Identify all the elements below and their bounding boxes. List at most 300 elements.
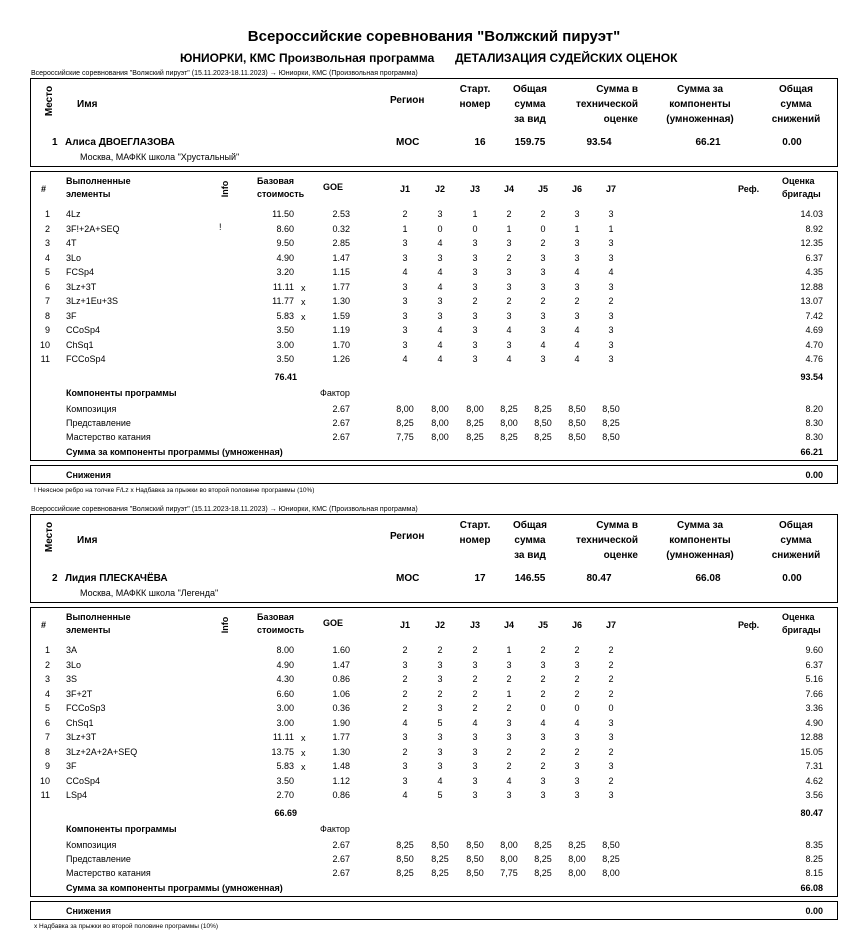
judge-score: 3	[437, 674, 443, 684]
judge-score: 0	[540, 703, 546, 713]
element-base-value: 3.20	[276, 267, 294, 277]
element-code: 3Lz+3T	[66, 732, 97, 742]
goe-header: GOE	[323, 182, 344, 192]
judge-score: 4	[402, 717, 408, 728]
judge-score: 3	[402, 296, 408, 306]
element-number: 5	[44, 267, 50, 277]
place-label: Место	[44, 521, 55, 553]
element-bonus-mark: x	[301, 311, 306, 322]
judge-score: 3	[574, 775, 580, 786]
element-goe: 2.85	[332, 238, 350, 248]
judge-score: 3	[574, 659, 580, 670]
element-base-value: 11.11	[272, 281, 294, 292]
component-judge-score: 8,25	[500, 432, 518, 443]
element-base-value: 5.83	[276, 310, 294, 321]
component-judge-score: 8,25	[466, 418, 484, 429]
deductions-label: снижений	[771, 114, 821, 125]
judge-score: 3	[540, 659, 546, 670]
judge-header-1: J1	[399, 620, 410, 630]
judge-score: 4	[506, 325, 512, 335]
element-goe: 1.47	[332, 659, 350, 670]
judge-header-4: J4	[503, 620, 514, 630]
total-segment-label: за вид	[514, 114, 546, 125]
component-judge-score: 8,00	[500, 418, 518, 429]
judge-score: 3	[574, 209, 580, 219]
judge-score: 0	[437, 223, 443, 234]
judge-score: 3	[402, 238, 408, 248]
judge-score: 2	[402, 746, 408, 757]
element-code: 3Lo	[66, 252, 82, 263]
element-code: CCoSp4	[66, 775, 101, 786]
component-judge-score: 8,50	[602, 404, 620, 414]
component-panel-score: 8.15	[805, 868, 823, 879]
base-value-header: стоимость	[257, 189, 305, 199]
element-base-value: 3.00	[276, 339, 294, 350]
element-base-value: 8.60	[276, 223, 294, 234]
component-judge-score: 7,75	[396, 432, 414, 443]
element-goe: 0.86	[332, 790, 350, 800]
element-code: 3F	[66, 761, 77, 771]
judge-score: 3	[506, 790, 512, 800]
element-base-value: 3.00	[276, 717, 294, 728]
component-panel-score: 8.35	[805, 840, 823, 850]
table-row	[0, 282, 868, 296]
judge-score: 2	[437, 688, 443, 699]
judge-score: 3	[540, 790, 546, 800]
element-number: 7	[44, 296, 50, 306]
judge-score: 2	[506, 674, 512, 684]
judge-score: 2	[540, 238, 546, 248]
judge-score: 2	[540, 746, 546, 757]
judge-score: 2	[608, 674, 614, 684]
judge-score: 3	[506, 717, 512, 728]
judge-score: 2	[608, 775, 614, 786]
element-base-value: 2.70	[276, 790, 294, 800]
component-judge-score: 8,25	[466, 432, 484, 443]
element-code: 3A	[66, 645, 78, 655]
judge-score: 2	[402, 674, 408, 684]
component-name: Композиция	[66, 840, 117, 850]
element-code: 4Lz	[66, 209, 81, 219]
total-segment-label: за вид	[514, 550, 546, 561]
component-row	[0, 854, 868, 868]
rank: 1	[52, 137, 58, 148]
component-judge-score: 8,00	[396, 404, 414, 414]
panel-score-header: бригады	[782, 189, 821, 199]
base-value-header: Базовая	[257, 612, 295, 622]
element-code: 3F	[66, 310, 77, 321]
element-number: 3	[44, 674, 50, 684]
component-judge-score: 7,75	[500, 868, 518, 879]
element-code: 3F!+2A+SEQ	[66, 223, 120, 234]
component-factor: 2.67	[332, 432, 350, 443]
judge-score: 2	[472, 688, 478, 699]
table-row	[0, 747, 868, 761]
skater-start-number: 17	[474, 573, 486, 584]
component-judge-score: 8,00	[568, 854, 586, 865]
judge-header-6: J6	[571, 620, 582, 630]
judge-score: 2	[608, 688, 614, 699]
skater-pcs: 66.08	[695, 573, 721, 584]
component-row	[0, 404, 868, 418]
judge-score: 3	[472, 761, 478, 771]
pcs-label: (умноженная)	[666, 114, 734, 125]
element-goe: 1.60	[332, 645, 350, 655]
page-subtitle-left: ЮНИОРКИ, КМС Произвольная программа	[180, 51, 435, 65]
judge-score: 3	[608, 761, 614, 771]
component-factor: 2.67	[332, 854, 350, 865]
table-row	[0, 790, 868, 804]
element-code: LSp4	[66, 790, 88, 800]
component-judge-score: 8,25	[396, 418, 414, 429]
component-judge-score: 8,50	[568, 404, 586, 414]
component-row	[0, 418, 868, 432]
component-name: Композиция	[66, 404, 117, 414]
judge-score: 2	[574, 296, 580, 306]
judge-score: 3	[472, 732, 478, 742]
element-goe: 1.26	[332, 354, 350, 364]
skater-pcs: 66.21	[695, 137, 721, 148]
element-number: 10	[39, 339, 50, 350]
component-judge-score: 8,25	[534, 404, 552, 414]
total-segment-label: Общая	[513, 84, 547, 95]
element-number: 1	[44, 209, 50, 219]
element-number: 4	[44, 252, 50, 263]
judge-score: 2	[540, 209, 546, 219]
judge-score: 0	[574, 703, 580, 713]
element-base-value: 3.50	[276, 775, 294, 786]
panel-score-header: Оценка	[782, 176, 815, 186]
element-bonus-mark: x	[301, 733, 306, 743]
skater-deductions: 0.00	[782, 573, 802, 584]
skater-region: МОС	[396, 137, 420, 148]
pcs-total: 66.21	[800, 447, 823, 457]
total-segment-label: сумма	[514, 99, 546, 110]
component-panel-score: 8.25	[805, 854, 823, 865]
element-panel-score: 6.37	[805, 252, 823, 263]
judge-score: 3	[472, 310, 478, 321]
judge-score: 2	[574, 746, 580, 757]
judge-score: 2	[608, 296, 614, 306]
judge-score: 2	[506, 761, 512, 771]
deductions-label: снижений	[771, 550, 821, 561]
judge-score: 3	[540, 267, 546, 277]
component-judge-score: 8,00	[500, 854, 518, 865]
deductions-total: 0.00	[805, 906, 823, 916]
competition-caption: Всероссийские соревнования "Волжский пируэт" (15.11.2023-18.11.2023) → Юниорки, КМС (Произвольная программа)	[31, 506, 418, 513]
component-factor: 2.67	[332, 404, 350, 414]
judge-score: 3	[608, 252, 614, 263]
judge-score: 3	[608, 325, 614, 335]
judge-score: 3	[574, 761, 580, 771]
element-number: 2	[44, 223, 50, 234]
judge-score: 3	[608, 717, 614, 728]
table-row	[0, 689, 868, 703]
skater-tes: 93.54	[586, 137, 612, 148]
component-judge-score: 8,25	[431, 868, 449, 879]
judge-score: 3	[540, 281, 546, 292]
judge-score: 3	[437, 732, 443, 742]
element-goe: 1.90	[332, 717, 350, 728]
base-value-total: 66.69	[274, 808, 297, 818]
judge-score: 5	[437, 790, 443, 800]
element-panel-score: 14.03	[800, 209, 823, 219]
judge-score: 3	[402, 659, 408, 670]
pcs-label: компоненты	[669, 99, 731, 110]
deductions-label: Снижения	[66, 470, 111, 480]
component-judge-score: 8,50	[466, 868, 484, 879]
num-header: #	[41, 620, 47, 630]
element-number: 4	[44, 688, 50, 699]
judge-score: 3	[540, 775, 546, 786]
judge-score: 2	[608, 746, 614, 757]
page-title: Всероссийские соревнования "Волжский пируэт"	[247, 28, 621, 45]
judge-header-3: J3	[469, 620, 480, 630]
element-base-value: 9.50	[276, 238, 294, 248]
element-code: FCSp4	[66, 267, 95, 277]
component-name: Мастерство катания	[66, 432, 151, 443]
element-panel-score: 12.35	[800, 238, 823, 248]
judge-score: 3	[437, 252, 443, 263]
judge-score: 3	[506, 310, 512, 321]
judge-score: 0	[540, 223, 546, 234]
component-judge-score: 8,50	[602, 432, 620, 443]
element-number: 8	[44, 746, 50, 757]
table-row	[0, 645, 868, 659]
judge-header-5: J5	[537, 620, 548, 630]
skater-region: МОС	[396, 573, 420, 584]
tes-label: Сумма в	[596, 520, 638, 531]
component-panel-score: 8.30	[805, 418, 823, 429]
base-value-header: Базовая	[257, 176, 295, 186]
element-code: FCCoSp4	[66, 354, 106, 364]
element-number: 11	[40, 790, 50, 800]
component-judge-score: 8,50	[534, 418, 552, 429]
table-row	[0, 267, 868, 281]
judge-score: 3	[472, 659, 478, 670]
element-panel-score: 7.42	[805, 310, 823, 321]
judge-score: 3	[506, 267, 512, 277]
tes-total: 80.47	[800, 808, 823, 818]
table-row	[0, 703, 868, 717]
table-row	[0, 238, 868, 252]
judge-score: 2	[472, 703, 478, 713]
component-judge-score: 8,25	[431, 854, 449, 865]
component-row	[0, 840, 868, 854]
judge-score: 3	[608, 790, 614, 800]
judge-score: 1	[506, 688, 512, 699]
judge-score: 2	[540, 296, 546, 306]
judge-score: 4	[402, 354, 408, 364]
judge-score: 3	[402, 339, 408, 350]
judge-score: 3	[540, 732, 546, 742]
pcs-label: Сумма за	[676, 520, 724, 531]
element-number: 1	[44, 645, 50, 655]
judge-score: 4	[608, 267, 614, 277]
ref-header: Реф.	[738, 620, 760, 630]
panel-score-header: Оценка	[782, 612, 815, 622]
table-row	[0, 674, 868, 688]
total-segment-label: Общая	[513, 520, 547, 531]
element-number: 9	[44, 761, 50, 771]
table-row	[0, 718, 868, 732]
table-row	[0, 776, 868, 790]
component-name: Представление	[66, 854, 131, 865]
element-info: !	[219, 221, 222, 232]
components-header: Компоненты программы	[66, 388, 177, 398]
element-goe: 2.53	[332, 209, 350, 219]
judge-score: 5	[437, 717, 443, 728]
deductions-label: Общая	[779, 84, 813, 95]
element-panel-score: 5.16	[805, 674, 823, 684]
judge-score: 1	[472, 209, 478, 219]
judge-score: 4	[437, 325, 443, 335]
start-number-label: номер	[459, 535, 491, 546]
element-goe: 1.70	[332, 339, 350, 350]
judge-score: 3	[437, 209, 443, 219]
table-row	[0, 325, 868, 339]
element-goe: 1.15	[332, 267, 350, 277]
table-row	[0, 253, 868, 267]
tes-label: оценке	[603, 114, 638, 125]
component-judge-score: 8,00	[500, 840, 518, 850]
component-judge-score: 8,25	[396, 868, 414, 879]
judge-score: 3	[472, 339, 478, 350]
judge-header-1: J1	[399, 184, 410, 194]
skater-start-number: 16	[474, 137, 486, 148]
table-row	[0, 221, 868, 238]
judge-score: 3	[472, 252, 478, 263]
element-panel-score: 12.88	[800, 281, 823, 292]
element-number: 6	[44, 281, 50, 292]
judge-score: 3	[437, 761, 443, 771]
judge-score: 4	[540, 717, 546, 728]
element-base-value: 4.90	[276, 252, 294, 263]
component-factor: 2.67	[332, 840, 350, 850]
judge-score: 2	[472, 674, 478, 684]
judge-score: 3	[402, 281, 408, 292]
region-label: Регион	[390, 95, 425, 106]
element-code: 3F+2T	[66, 688, 93, 699]
component-judge-score: 8,25	[534, 840, 552, 850]
judge-score: 2	[506, 746, 512, 757]
pcs-total-label: Сумма за компоненты программы (умноженная)	[66, 883, 283, 893]
judge-score: 3	[540, 310, 546, 321]
judge-score: 2	[506, 703, 512, 713]
judge-header-7: J7	[605, 184, 616, 194]
pcs-total-label: Сумма за компоненты программы (умноженная)	[66, 447, 283, 457]
tes-total: 93.54	[800, 372, 823, 382]
components-header: Компоненты программы	[66, 824, 177, 834]
component-judge-score: 8,25	[534, 854, 552, 865]
judge-score: 3	[402, 310, 408, 321]
judge-score: 3	[608, 310, 614, 321]
page-subtitle-right: ДЕТАЛИЗАЦИЯ СУДЕЙСКИХ ОЦЕНОК	[455, 51, 678, 65]
judge-score: 3	[574, 281, 580, 292]
component-name: Представление	[66, 418, 131, 429]
component-judge-score: 8,00	[466, 404, 484, 414]
component-judge-score: 8,50	[568, 432, 586, 443]
judge-score: 3	[472, 746, 478, 757]
component-panel-score: 8.30	[805, 432, 823, 443]
judge-score: 3	[472, 354, 478, 364]
judge-score: 3	[540, 252, 546, 263]
judge-score: 3	[402, 325, 408, 335]
element-number: 2	[44, 659, 50, 670]
judge-score: 3	[574, 790, 580, 800]
element-number: 6	[44, 717, 50, 728]
element-goe: 1.59	[332, 310, 350, 321]
element-goe: 0.36	[332, 703, 350, 713]
judge-score: 2	[540, 761, 546, 771]
element-base-value: 13.75	[271, 746, 294, 757]
element-base-value: 11.11	[272, 732, 294, 742]
judge-header-4: J4	[503, 184, 514, 194]
tes-label: технической	[575, 535, 638, 546]
element-code: 3S	[66, 674, 78, 684]
element-base-value: 5.83	[276, 761, 294, 771]
judge-score: 3	[402, 761, 408, 771]
component-factor: 2.67	[332, 868, 350, 879]
element-code: 4T	[66, 238, 77, 248]
place-label: Место	[44, 85, 55, 117]
judge-score: 3	[540, 325, 546, 335]
element-panel-score: 4.70	[805, 339, 823, 350]
element-panel-score: 15.05	[800, 746, 823, 757]
component-judge-score: 8,25	[602, 854, 620, 865]
tes-label: оценке	[603, 550, 638, 561]
component-judge-score: 8,50	[466, 854, 484, 865]
component-judge-score: 8,25	[534, 868, 552, 879]
judge-score: 3	[437, 296, 443, 306]
element-panel-score: 4.69	[805, 325, 823, 335]
judge-score: 4	[574, 339, 580, 350]
element-panel-score: 4.35	[805, 267, 823, 277]
skater-club: Москва, МАФКК школа "Легенда"	[80, 588, 219, 598]
rank: 2	[52, 573, 58, 584]
base-value-header: стоимость	[257, 625, 305, 635]
judge-score: 4	[574, 325, 580, 335]
element-goe: 1.12	[332, 775, 350, 786]
element-code: ChSq1	[66, 339, 94, 350]
element-panel-score: 7.66	[805, 688, 823, 699]
component-judge-score: 8,00	[602, 868, 620, 879]
judge-score: 2	[574, 688, 580, 699]
table-row	[0, 296, 868, 310]
judge-score: 4	[506, 775, 512, 786]
element-number: 9	[44, 325, 50, 335]
judge-score: 3	[472, 790, 478, 800]
judge-score: 3	[472, 325, 478, 335]
component-judge-score: 8,00	[431, 432, 449, 443]
judge-score: 2	[402, 688, 408, 699]
judge-score: 3	[608, 339, 614, 350]
component-row	[0, 868, 868, 882]
element-code: 3Lo	[66, 659, 82, 670]
element-goe: 1.30	[332, 746, 350, 757]
judge-score: 0	[472, 223, 478, 234]
judge-score: 3	[437, 659, 443, 670]
component-panel-score: 8.20	[805, 404, 823, 414]
element-panel-score: 3.36	[805, 703, 823, 713]
deductions-total: 0.00	[805, 470, 823, 480]
info-header: Info	[220, 180, 230, 198]
judge-score: 2	[574, 645, 580, 655]
judge-score: 3	[574, 732, 580, 742]
element-base-value: 3.50	[276, 354, 294, 364]
pcs-total: 66.08	[800, 883, 823, 893]
judge-score: 4	[402, 790, 408, 800]
